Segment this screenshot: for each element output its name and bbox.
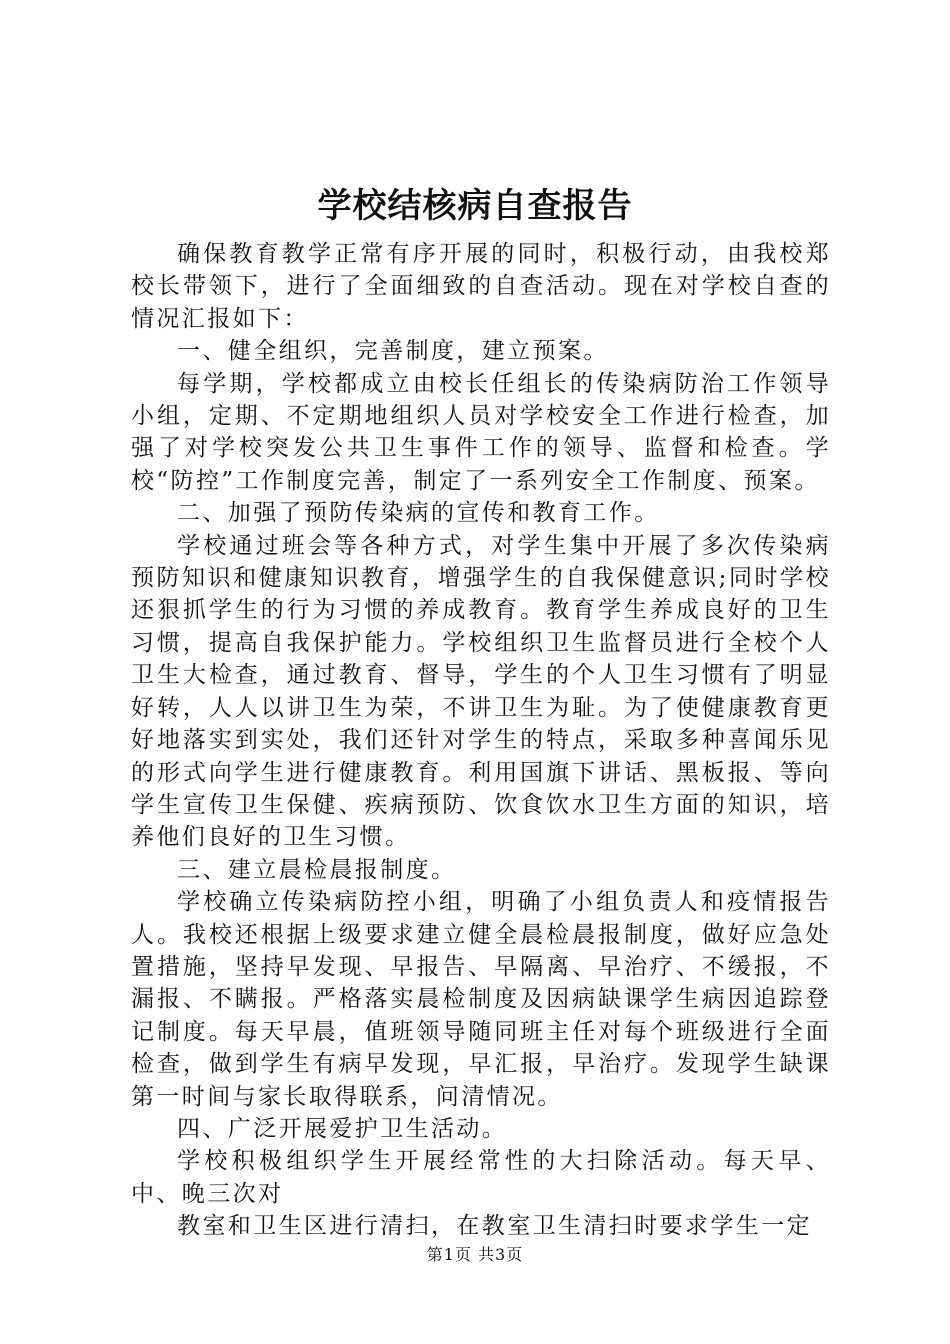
paragraph-intro: 确保教育教学正常有序开展的同时，积极行动，由我校郑校长带领下，进行了全面细致的自查活动。现在对学校自查的情况汇报如下： (131, 241, 831, 332)
document-body (131, 238, 831, 1243)
section-heading-4: 四、广泛开展爱护卫生活动。 (177, 1115, 508, 1142)
paragraph-section-4: 学校积极组织学生开展经常性的大扫除活动。每天早、中、晚三次对 (131, 1148, 831, 1207)
page-number-footer: 第1页 共3页 (426, 1245, 524, 1264)
paragraph-section-3: 学校确立传染病防控小组，明确了小组负责人和疫情报告人。我校还根据上级要求建立健全晨检晨报制度，做好应急处置措施，坚持早发现、早报告、早隔离、早治疗、不缓报，不漏报、不瞒报。严格落实晨检制度及因病缺课学生病因追踪登记制度。每天早晨，值班领导随同班主任对每个班级进行全面检查，做到学生有病早发现，早汇报，早治疗。发现学生缺课第一时间与家长取得联系，问清情况。 (131, 889, 831, 1110)
paragraph-section-1: 每学期，学校都成立由校长任组长的传染病防治工作领导小组，定期、不定期地组织人员对学校安全工作进行检查，加强了对学校突发公共卫生事件工作的领导、监督和检查。学校“防控”工作制度完善，制定了一系列安全工作制度、预案。 (131, 370, 831, 494)
section-heading-1: 一、健全组织，完善制度，建立预案。 (177, 338, 609, 365)
paragraph-section-2: 学校通过班会等各种方式，对学生集中开展了多次传染病预防知识和健康知识教育，增强学生的自我保健意识;同时学校还狠抓学生的行为习惯的养成教育。教育学生养成良好的卫生习惯，提高自我保护能力。学校组织卫生监督员进行全校个人卫生大检查，通过教育、督导，学生的个人卫生习惯有了明显好转，人人以讲卫生为荣，不讲卫生为耻。为了使健康教育更好地落实到实处，我们还针对学生的特点，采取多种喜闻乐见的形式向学生进行健康教育。利用国旗下讲话、黑板报、等向学生宣传卫生保健、疾病预防、饮食饮水卫生方面的知识，培养他们良好的卫生习惯。 (131, 532, 831, 851)
paragraph-continuation: 教室和卫生区进行清扫，在教室卫生清扫时要求学生一定 (177, 1213, 812, 1240)
section-heading-2: 二、加强了预防传染病的宣传和教育工作。 (177, 500, 660, 527)
section-heading-3: 三、建立晨检晨报制度。 (177, 856, 457, 883)
page-title: 学校结核病自查报告 (317, 186, 633, 226)
